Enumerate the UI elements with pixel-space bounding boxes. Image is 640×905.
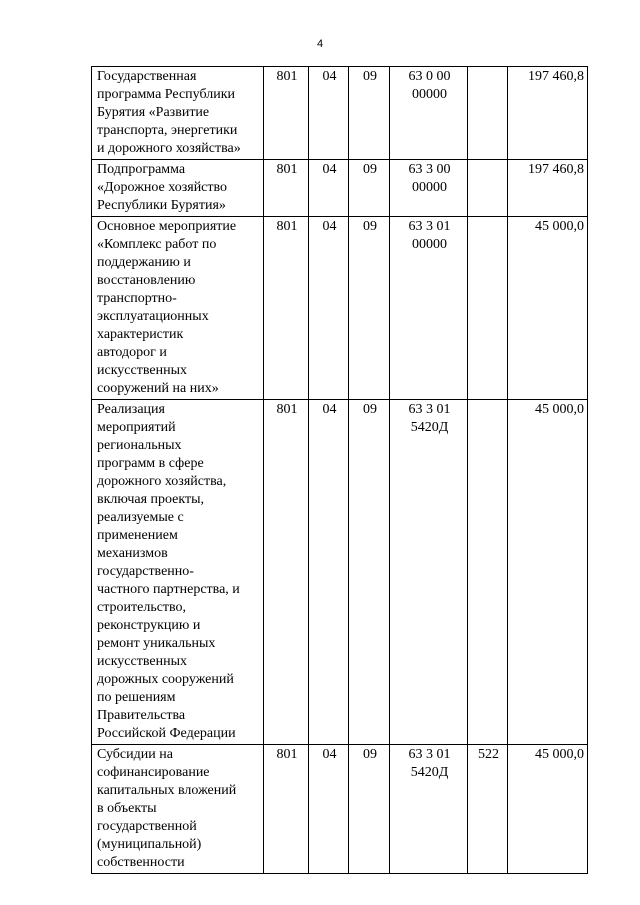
row-name-line: (муниципальной) bbox=[97, 837, 202, 852]
row-name-line: эксплуатационных bbox=[97, 309, 209, 324]
target-item-code-cell bbox=[390, 67, 468, 160]
row-name-line: по решениям bbox=[97, 690, 176, 705]
table-row bbox=[92, 160, 588, 217]
target-item-code-cell bbox=[390, 160, 468, 217]
row-name-line: автодорог и bbox=[97, 345, 167, 360]
row-name-line: собственности bbox=[97, 855, 185, 870]
ministry-code-cell: 801 bbox=[264, 67, 309, 160]
table-row bbox=[92, 745, 588, 874]
row-name-line: софинансирование bbox=[97, 765, 210, 780]
row-name-line: применением bbox=[97, 528, 178, 543]
row-name-line: поддержанию и bbox=[97, 255, 191, 270]
row-name-line: Правительства bbox=[97, 708, 186, 723]
budget-table bbox=[91, 66, 588, 874]
row-name-line: в объекты bbox=[97, 801, 157, 816]
ministry-code-cell: 801 bbox=[264, 217, 309, 400]
row-name-line: Подпрограмма bbox=[97, 162, 186, 177]
row-name-line: реконструкцию и bbox=[97, 618, 201, 633]
row-name-line: Основное мероприятие bbox=[97, 219, 237, 234]
table-row bbox=[92, 217, 588, 400]
row-name-line: дорожного хозяйства, bbox=[97, 474, 227, 489]
row-name-line: восстановлению bbox=[97, 273, 196, 288]
row-name-line: сооружений на них» bbox=[97, 381, 219, 396]
amount-cell: 45 000,0 bbox=[508, 745, 588, 874]
row-name-line: Субсидии на bbox=[97, 747, 173, 762]
row-name-line: искусственных bbox=[97, 654, 187, 669]
table-row bbox=[92, 67, 588, 160]
row-name-line: частного партнерства, и bbox=[97, 582, 240, 597]
target-item-code-line: 63 3 01 bbox=[408, 402, 451, 417]
row-name-line: капитальных вложений bbox=[97, 783, 237, 798]
subsection-code-cell: 09 bbox=[349, 400, 390, 745]
row-name-line: транспорта, энергетики bbox=[97, 123, 238, 138]
target-item-code-line: 5420Д bbox=[410, 765, 449, 780]
row-name-line: реализуемые с bbox=[97, 510, 184, 525]
target-item-code-cell bbox=[390, 400, 468, 745]
target-item-code-line: 00000 bbox=[412, 237, 447, 252]
ministry-code-cell: 801 bbox=[264, 745, 309, 874]
row-name-line: Бурятия «Развитие bbox=[97, 105, 210, 120]
amount-cell: 197 460,8 bbox=[508, 67, 588, 160]
row-name-line: «Дорожное хозяйство bbox=[97, 180, 228, 195]
row-name-line: «Комплекс работ по bbox=[97, 237, 217, 252]
subsection-code-cell: 09 bbox=[349, 217, 390, 400]
row-name-line: мероприятий bbox=[97, 420, 176, 435]
table-body bbox=[92, 67, 588, 874]
row-name-line: дорожных сооружений bbox=[97, 672, 234, 687]
row-name-line: Реализация bbox=[97, 402, 165, 417]
subsection-code-cell: 09 bbox=[349, 745, 390, 874]
amount-cell: 45 000,0 bbox=[508, 217, 588, 400]
row-name-line: программа Республики bbox=[97, 87, 236, 102]
section-code-cell: 04 bbox=[309, 745, 349, 874]
target-item-code-line: 00000 bbox=[412, 180, 447, 195]
row-name-cell bbox=[92, 400, 264, 745]
ministry-code-cell: 801 bbox=[264, 400, 309, 745]
section-code-cell: 04 bbox=[309, 160, 349, 217]
row-name-line: Республики Бурятия» bbox=[97, 198, 226, 213]
row-name-cell bbox=[92, 217, 264, 400]
expense-type-cell: 522 bbox=[468, 745, 508, 874]
row-name-line: механизмов bbox=[97, 546, 168, 561]
target-item-code-line: 63 3 01 bbox=[408, 747, 451, 762]
row-name-line: характеристик bbox=[97, 327, 184, 342]
expense-type-cell bbox=[468, 67, 508, 160]
row-name-line: государственной bbox=[97, 819, 197, 834]
section-code-cell: 04 bbox=[309, 400, 349, 745]
row-name-line: Российской Федерации bbox=[97, 726, 236, 741]
target-item-code-cell bbox=[390, 217, 468, 400]
amount-cell: 45 000,0 bbox=[508, 400, 588, 745]
expense-type-cell bbox=[468, 217, 508, 400]
section-code-cell: 04 bbox=[309, 67, 349, 160]
table-row bbox=[92, 400, 588, 745]
row-name-line: искусственных bbox=[97, 363, 187, 378]
target-item-code-line: 63 3 00 bbox=[408, 162, 451, 177]
row-name-line: и дорожного хозяйства» bbox=[97, 141, 241, 156]
amount-cell: 197 460,8 bbox=[508, 160, 588, 217]
row-name-line: транспортно- bbox=[97, 291, 177, 306]
row-name-line: строительство, bbox=[97, 600, 187, 615]
section-code-cell: 04 bbox=[309, 217, 349, 400]
row-name-line: Государственная bbox=[97, 69, 197, 84]
target-item-code-line: 63 3 01 bbox=[408, 219, 451, 234]
row-name-cell bbox=[92, 160, 264, 217]
row-name-cell bbox=[92, 67, 264, 160]
target-item-code-line: 00000 bbox=[412, 87, 447, 102]
row-name-cell bbox=[92, 745, 264, 874]
row-name-line: региональных bbox=[97, 438, 182, 453]
target-item-code-line: 5420Д bbox=[410, 420, 449, 435]
row-name-line: включая проекты, bbox=[97, 492, 205, 507]
expense-type-cell bbox=[468, 400, 508, 745]
expense-type-cell bbox=[468, 160, 508, 217]
row-name-line: ремонт уникальных bbox=[97, 636, 216, 651]
target-item-code-line: 63 0 00 bbox=[408, 69, 451, 84]
subsection-code-cell: 09 bbox=[349, 67, 390, 160]
row-name-line: программ в сфере bbox=[97, 456, 204, 471]
page-number: 4 bbox=[316, 38, 324, 50]
subsection-code-cell: 09 bbox=[349, 160, 390, 217]
ministry-code-cell: 801 bbox=[264, 160, 309, 217]
row-name-line: государственно- bbox=[97, 564, 194, 579]
target-item-code-cell bbox=[390, 745, 468, 874]
